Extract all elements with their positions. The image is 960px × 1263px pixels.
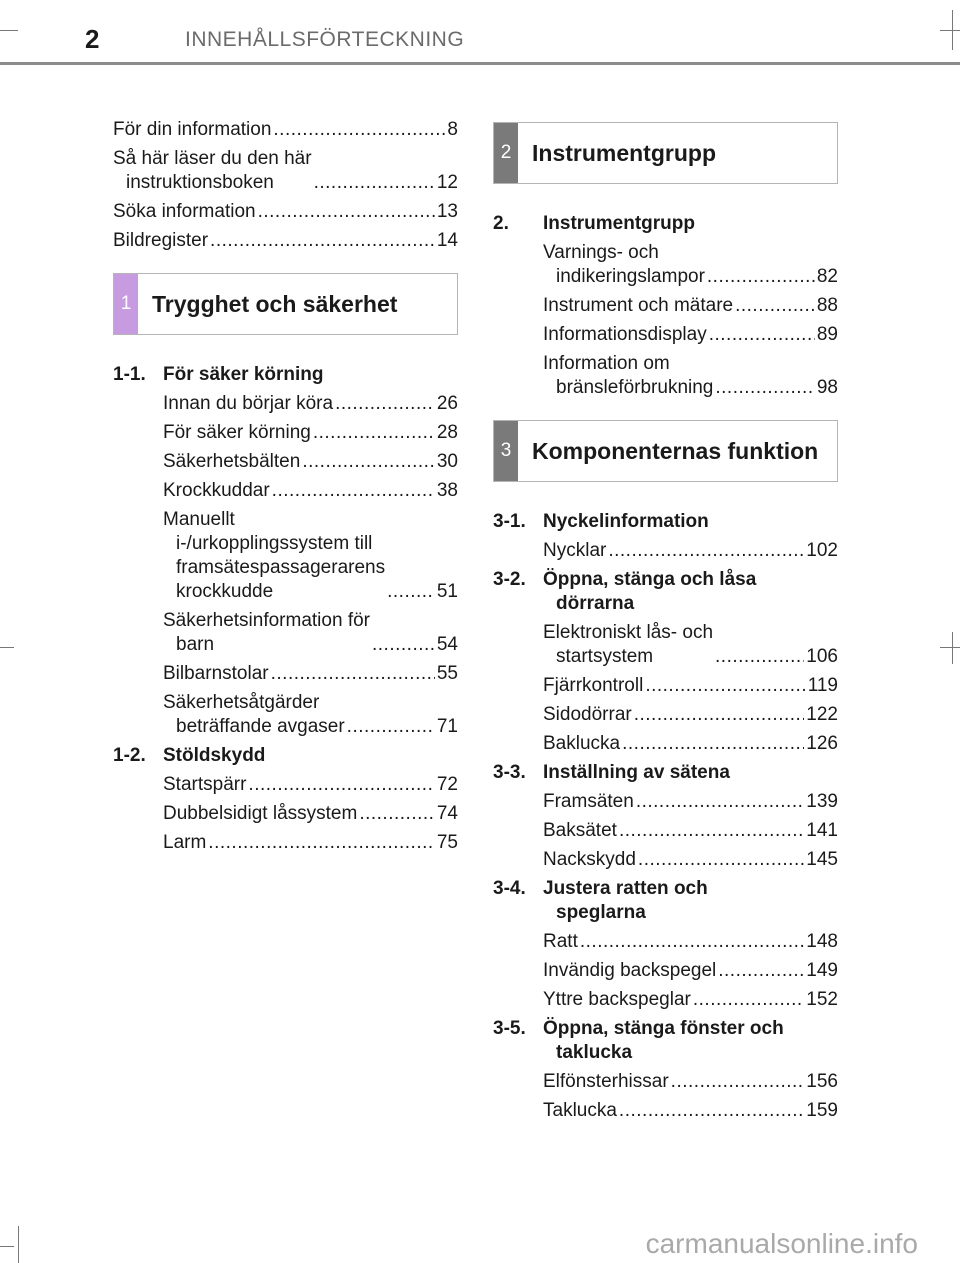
toc-entry-text	[163, 609, 370, 657]
dot-leader	[208, 831, 435, 855]
toc-entry[interactable]	[113, 831, 458, 855]
toc-page-number: 102	[806, 540, 838, 561]
toc-entry[interactable]	[493, 621, 838, 669]
toc-entry-text	[163, 802, 357, 826]
toc-page-number: 75	[436, 832, 458, 853]
header-title: INNEHÅLLSFÖRTECKNING	[185, 28, 465, 51]
toc-entry-line: barn	[176, 634, 215, 655]
toc-page-number: 149	[806, 960, 838, 981]
toc-entry-text	[113, 229, 208, 253]
section-number: 3-4.	[493, 878, 526, 899]
toc-page-number: 148	[806, 931, 838, 952]
toc-page-number: 141	[806, 820, 838, 841]
toc-page-number: 8	[447, 119, 458, 140]
toc-entry[interactable]	[113, 147, 458, 195]
header-divider	[0, 62, 960, 65]
toc-entry-line: Yttre backspeglar	[543, 989, 691, 1010]
toc-entry-line: Bildregister	[113, 230, 209, 251]
section-title-line: taklucka	[556, 1042, 633, 1063]
toc-entry-text	[543, 539, 606, 563]
toc-entry-line: bränsleförbrukning	[556, 377, 714, 398]
toc-entry-line: instruktionsboken	[126, 172, 274, 193]
section-title-line: Justera ratten och	[543, 878, 708, 899]
dot-leader	[314, 171, 435, 195]
section-number: 3-3.	[493, 762, 526, 783]
toc-page-number: 139	[806, 791, 838, 812]
toc-page-number: 126	[806, 733, 838, 754]
crop-mark	[0, 1246, 14, 1247]
section-title	[543, 761, 838, 785]
toc-entry[interactable]	[113, 450, 458, 474]
dot-leader	[258, 200, 435, 224]
page-number: 2	[85, 24, 100, 54]
toc-entry-text	[543, 819, 617, 843]
chapter-heading[interactable]	[113, 273, 458, 335]
section-number: 1-2.	[113, 745, 146, 766]
dot-leader	[271, 662, 435, 686]
toc-entry[interactable]	[493, 819, 838, 843]
toc-entry-line: Innan du börjar köra	[163, 393, 334, 414]
toc-entry-text	[543, 294, 733, 318]
toc-entry-text	[543, 1070, 669, 1094]
toc-entry-line: Sidodörrar	[543, 704, 632, 725]
toc-entry-line: Så här läser du den här	[113, 148, 312, 169]
dot-leader	[335, 392, 435, 416]
toc-entry-line: Säkerhetsbälten	[163, 451, 301, 472]
toc-entry-line: Dubbelsidigt låssystem	[163, 803, 358, 824]
dot-leader	[302, 450, 435, 474]
toc-entry[interactable]	[113, 773, 458, 797]
toc-entry-text	[113, 200, 256, 224]
toc-entry[interactable]	[113, 479, 458, 503]
dot-leader	[273, 118, 445, 142]
toc-page-number: 156	[806, 1071, 838, 1092]
crop-mark	[940, 647, 960, 648]
dot-leader	[347, 715, 435, 739]
toc-entry-line: krockkudde	[176, 581, 274, 602]
section-title	[163, 744, 458, 768]
chapter-title: Komponenternas funktion	[532, 438, 819, 464]
dot-leader	[248, 773, 434, 797]
toc-entry-line: Nycklar	[543, 540, 607, 561]
toc-entry[interactable]	[113, 118, 458, 142]
toc-page-number: 145	[806, 849, 838, 870]
toc-entry[interactable]	[113, 802, 458, 826]
toc-entry[interactable]	[113, 200, 458, 224]
toc-page-number: 71	[436, 716, 458, 737]
section-title-line: Öppna, stänga och låsa	[543, 569, 757, 590]
toc-page-number: 30	[436, 451, 458, 472]
page-header	[0, 0, 960, 66]
chapter-heading[interactable]	[493, 420, 838, 482]
toc-entry-line: Larm	[163, 832, 207, 853]
toc-entry-line: Informationsdisplay	[543, 324, 707, 345]
toc-entry[interactable]	[113, 609, 458, 657]
toc-entry[interactable]	[113, 392, 458, 416]
chapter-heading[interactable]	[493, 122, 838, 184]
toc-entry[interactable]	[493, 539, 838, 563]
section-title-line: Inställning av sätena	[543, 762, 730, 783]
section-number: 3-5.	[493, 1018, 526, 1039]
toc-entry-line: Säkerhetsinformation för	[163, 610, 370, 631]
crop-mark	[952, 10, 953, 50]
toc-entry[interactable]	[493, 703, 838, 727]
toc-entry[interactable]	[493, 294, 838, 318]
toc-entry[interactable]	[493, 323, 838, 347]
dot-leader	[645, 674, 805, 698]
toc-entry-line: Invändig backspegel	[543, 960, 717, 981]
toc-page-number: 119	[807, 675, 838, 696]
toc-entry[interactable]	[493, 930, 838, 954]
crop-mark	[0, 30, 18, 31]
toc-entry-line: För säker körning	[163, 422, 311, 443]
toc-entry-text	[543, 959, 716, 983]
crop-mark	[0, 647, 14, 648]
toc-entry-line: Krockkuddar	[163, 480, 270, 501]
dot-leader	[210, 229, 435, 253]
toc-entry[interactable]	[113, 421, 458, 445]
dot-leader	[709, 323, 815, 347]
dot-leader	[619, 1099, 804, 1123]
toc-entry[interactable]	[493, 988, 838, 1012]
toc-page-number: 122	[806, 704, 838, 725]
dot-leader	[735, 294, 815, 318]
toc-page-number: 82	[816, 266, 838, 287]
toc-entry-line: Startspärr	[163, 774, 247, 795]
toc-entry-line: beträffande avgaser	[176, 716, 345, 737]
toc-entry[interactable]	[493, 848, 838, 872]
dot-leader	[715, 376, 814, 400]
dot-leader	[718, 959, 804, 983]
toc-page-number: 159	[806, 1100, 838, 1121]
dot-leader	[272, 479, 435, 503]
toc-entry[interactable]	[113, 662, 458, 686]
toc-entry-line: Elektroniskt lås- och	[543, 622, 714, 643]
toc-entry-line: För din information	[113, 119, 272, 140]
toc-entry-line: Framsäten	[543, 791, 634, 812]
toc-page-number: 13	[436, 201, 458, 222]
toc-page-number: 88	[816, 295, 838, 316]
dot-leader	[622, 732, 804, 756]
toc-entry-line: Ratt	[543, 931, 578, 952]
section-number: 3-2.	[493, 569, 526, 590]
crop-mark	[18, 1226, 19, 1263]
toc-entry-line: Söka information	[113, 201, 256, 222]
chapter-title: Trygghet och säkerhet	[152, 291, 398, 317]
toc-page-number: 26	[436, 393, 458, 414]
toc-entry-text	[543, 352, 713, 400]
section-number: 2.	[493, 213, 509, 234]
toc-entry[interactable]	[113, 508, 458, 604]
section-heading[interactable]	[493, 510, 838, 534]
toc-page-number: 38	[436, 480, 458, 501]
toc-page-number: 72	[436, 774, 458, 795]
toc-entry-line: Bilbarnstolar	[163, 663, 269, 684]
toc-entry-line: Instrument och mätare	[543, 295, 734, 316]
toc-entry-text	[543, 323, 707, 347]
section-heading[interactable]	[113, 744, 458, 768]
dot-leader	[313, 421, 435, 445]
toc-entry-text	[543, 621, 713, 669]
section-number: 1-1.	[113, 364, 146, 385]
dot-leader	[634, 703, 805, 727]
toc-page-number: 89	[816, 324, 838, 345]
toc-entry[interactable]	[493, 1070, 838, 1094]
right-column	[493, 122, 838, 1128]
section-heading[interactable]	[493, 761, 838, 785]
dot-leader	[619, 819, 804, 843]
section-heading[interactable]	[493, 877, 838, 925]
dot-leader	[636, 790, 804, 814]
section-title	[543, 568, 838, 616]
toc-entry-text	[543, 674, 643, 698]
dot-leader	[707, 265, 815, 289]
toc-entry[interactable]	[493, 1099, 838, 1123]
toc-page-number: 98	[816, 377, 838, 398]
section-title	[163, 363, 458, 387]
toc-entry-text	[163, 662, 269, 686]
left-column	[113, 118, 458, 860]
toc-entry-line: indikeringslampor	[556, 266, 705, 287]
toc-page-number: 12	[436, 172, 458, 193]
toc-entry-line: Information om	[543, 353, 670, 374]
toc-entry-text	[113, 147, 312, 195]
section-title	[543, 1017, 838, 1065]
section-title	[543, 877, 838, 925]
dot-leader	[580, 930, 804, 954]
toc-entry-text	[163, 508, 385, 604]
chapter-number: 2	[494, 123, 518, 183]
toc-entry-line: Fjärrkontroll	[543, 675, 644, 696]
section-heading[interactable]	[113, 363, 458, 387]
toc-entry-line: Taklucka	[543, 1100, 617, 1121]
section-heading[interactable]	[493, 568, 838, 616]
toc-page-number: 28	[436, 422, 458, 443]
dot-leader	[638, 848, 804, 872]
toc-entry-line: Varnings- och	[543, 242, 659, 263]
toc-page-number: 54	[436, 634, 458, 655]
toc-entry-line: framsätespassagerarens	[176, 557, 386, 578]
toc-entry-line: Nackskydd	[543, 849, 636, 870]
toc-entry-text	[163, 831, 206, 855]
toc-entry[interactable]	[493, 732, 838, 756]
toc-entry-line: Baksätet	[543, 820, 617, 841]
toc-entry-text	[543, 988, 691, 1012]
section-title-line: dörrarna	[556, 593, 635, 614]
dot-leader	[671, 1070, 805, 1094]
toc-page-number: 51	[436, 581, 458, 602]
section-title	[543, 510, 838, 534]
toc-entry[interactable]	[493, 241, 838, 289]
watermark: carmanualsonline.info	[645, 1228, 918, 1259]
section-title-line: För säker körning	[163, 364, 324, 385]
section-title-line: Stöldskydd	[163, 745, 266, 766]
toc-entry-line: startsystem	[556, 646, 654, 667]
dot-leader	[693, 988, 804, 1012]
toc-entry-line: Baklucka	[543, 733, 621, 754]
dot-leader	[608, 539, 804, 563]
section-number: 3-1.	[493, 511, 526, 532]
crop-mark	[940, 30, 960, 31]
dot-leader	[387, 580, 435, 604]
section-heading[interactable]	[493, 212, 838, 236]
toc-entry[interactable]	[493, 352, 838, 400]
chapter-title: Instrumentgrupp	[532, 140, 716, 166]
toc-entry-text	[163, 450, 300, 474]
chapter-number: 3	[494, 421, 518, 481]
toc-entry-text	[163, 479, 270, 503]
dot-leader	[372, 633, 435, 657]
toc-entry-text	[163, 392, 333, 416]
toc-entry-text	[543, 790, 634, 814]
toc-entry-line: Manuellt	[163, 509, 235, 530]
toc-entry-line: Säkerhetsåtgärder	[163, 692, 320, 713]
toc-page-number: 152	[806, 989, 838, 1010]
toc-entry-text	[543, 930, 578, 954]
toc-page-number: 74	[436, 803, 458, 824]
toc-entry-line: Elfönsterhissar	[543, 1071, 669, 1092]
toc-entry[interactable]	[493, 790, 838, 814]
toc-page-number: 14	[436, 230, 458, 251]
toc-entry-text	[543, 241, 705, 289]
toc-entry[interactable]	[113, 691, 458, 739]
toc-page-number: 55	[436, 663, 458, 684]
section-title-line: Öppna, stänga fönster och	[543, 1018, 784, 1039]
toc-entry[interactable]	[493, 674, 838, 698]
toc-page-number: 106	[806, 646, 838, 667]
crop-mark	[952, 632, 953, 664]
toc-entry-text	[543, 703, 632, 727]
toc-entry-text	[543, 732, 620, 756]
toc-entry-text	[163, 421, 311, 445]
toc-entry[interactable]	[493, 959, 838, 983]
section-title-line: Instrumentgrupp	[543, 213, 695, 234]
dot-leader	[359, 802, 435, 826]
section-title-line: Nyckelinformation	[543, 511, 709, 532]
toc-entry-text	[163, 691, 345, 739]
dot-leader	[715, 645, 804, 669]
toc-entry-text	[543, 1099, 617, 1123]
toc-entry-text	[113, 118, 271, 142]
toc-entry-text	[163, 773, 246, 797]
section-title-line: speglarna	[556, 902, 646, 923]
toc-entry-text	[543, 848, 636, 872]
toc-entry[interactable]	[113, 229, 458, 253]
section-heading[interactable]	[493, 1017, 838, 1065]
toc-entry-line: i-/urkopplingssystem till	[176, 533, 373, 554]
section-title	[543, 212, 838, 236]
chapter-number: 1	[114, 274, 138, 334]
